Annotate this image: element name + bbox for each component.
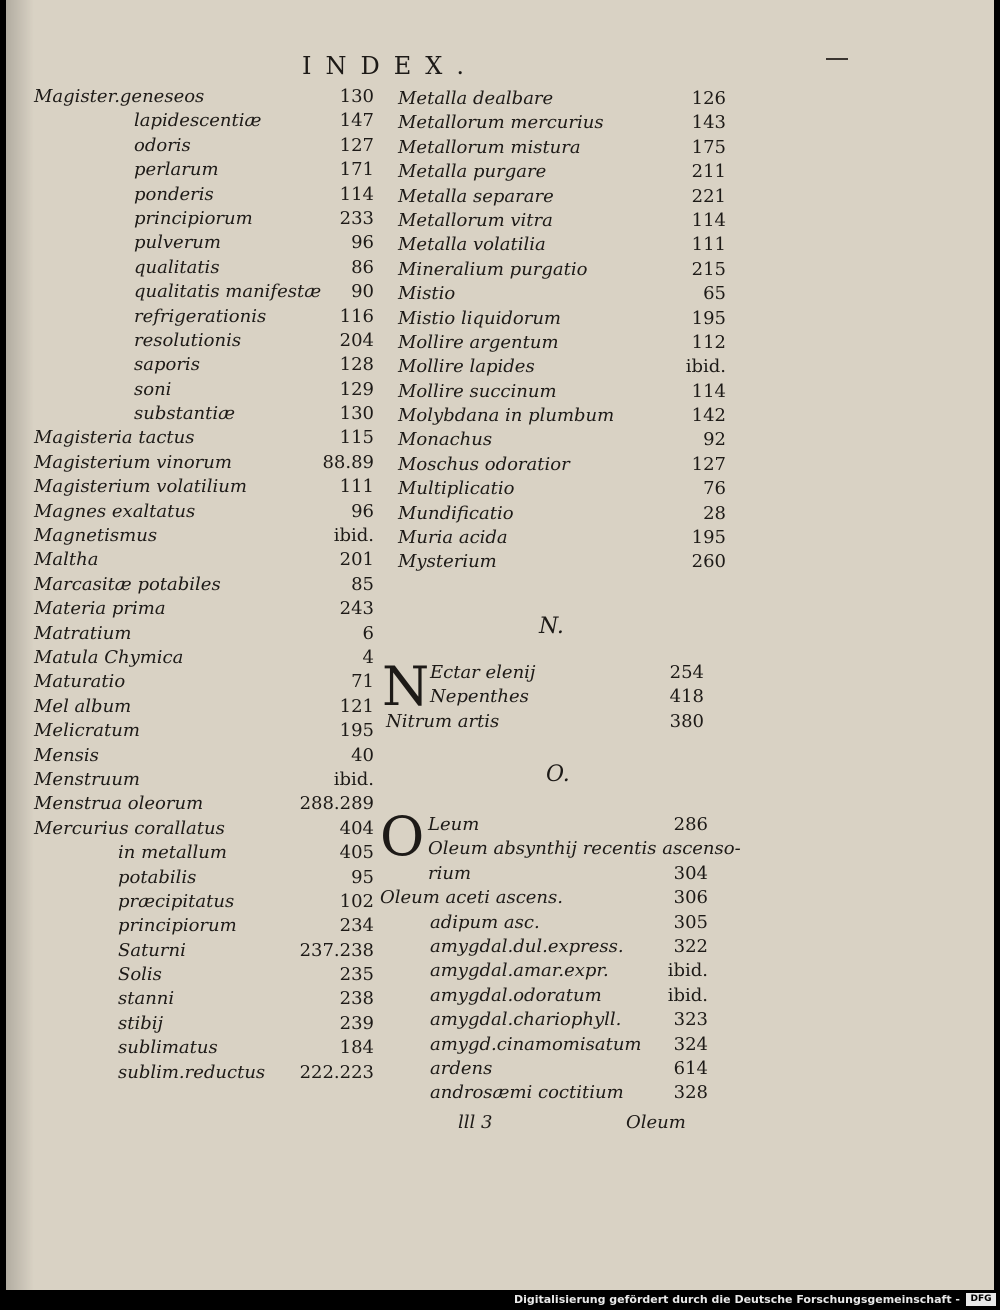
book-page [6,0,994,1290]
entry-term: principiorum [118,915,237,937]
entry-page: ibid. [667,960,708,982]
signature-mark: lll 3 [458,1112,493,1133]
entry-page: 243 [339,598,374,620]
index-entry [398,381,726,405]
entry-page: 304 [673,862,708,884]
entry-term: Mundificatio [398,502,514,524]
entry-page: 116 [339,305,374,327]
index-entry [34,452,374,476]
entry-term: Melicratum [34,720,140,742]
entry-term: Nitrum artis [386,710,500,732]
index-section-n [386,662,704,735]
entry-term: Menstrua oleorum [34,793,204,815]
entry-page: 114 [339,183,374,205]
index-entry [34,647,374,671]
index-entry [34,696,374,720]
entry-term: androsæmi coctitium [430,1082,624,1104]
index-entry [398,405,726,429]
entry-term: Magisteria tactus [34,427,195,449]
entry-term: præcipitatus [118,890,235,912]
index-entry [34,1037,374,1061]
index-entry [34,623,374,647]
index-entry [398,429,726,453]
entry-page: 222.223 [299,1061,374,1083]
entry-term: amygdal.chariophyll. [430,1009,622,1031]
index-entry [380,1082,708,1106]
entry-page: 111 [339,476,374,498]
index-entry [34,793,374,817]
entry-term: Mistio [398,283,456,305]
entry-page: 211 [691,161,726,183]
index-entry [398,137,726,161]
index-entry [398,283,726,307]
entry-page: 128 [339,354,374,376]
entry-term: Solis [118,964,162,986]
entry-term: Oleum aceti ascens. [380,887,563,909]
index-entry [34,208,374,232]
entry-page: 71 [351,671,374,693]
entry-page: 90 [351,281,374,303]
entry-term: stanni [118,988,175,1010]
index-entry [380,985,708,1009]
entry-page: 121 [339,695,374,717]
entry-term: amygdal.amar.expr. [430,960,609,982]
entry-term: Magisterium vinorum [34,451,232,473]
entry-page: 324 [673,1033,708,1055]
index-entry [34,671,374,695]
entry-term: Molybdana in plumbum [398,405,615,427]
page-header: INDEX. [302,52,478,80]
entry-page: 418 [669,686,704,708]
entry-term: adipum asc. [430,911,540,933]
index-entry [398,356,726,380]
index-entry [398,527,726,551]
index-entry [34,330,374,354]
entry-page: 147 [339,110,374,132]
entry-page: 323 [673,1009,708,1031]
index-entry [34,940,374,964]
entry-page: 305 [673,911,708,933]
entry-page: ibid. [667,984,708,1006]
entry-term: Mysterium [398,551,497,573]
index-entry [34,769,374,793]
entry-page: 102 [339,890,374,912]
entry-page: 130 [339,403,374,425]
entry-term: sublim.reductus [118,1061,266,1083]
index-entry [398,259,726,283]
entry-term: Magister.geneseos [34,86,205,107]
index-entry [398,478,726,502]
entry-page: 405 [339,842,374,864]
index-entry [34,184,374,208]
entry-page: ibid. [333,525,374,547]
index-entry [34,159,374,183]
entry-page: 76 [703,478,726,500]
index-entry [380,887,708,911]
entry-page: 404 [339,817,374,839]
index-entry [398,112,726,136]
entry-page: 126 [691,88,726,109]
entry-term: Menstruum [34,768,141,790]
entry-page: 114 [691,380,726,402]
index-entry [34,403,374,427]
index-section-o [380,814,741,1107]
entry-page: 142 [691,405,726,427]
index-entry [398,454,726,478]
index-entry [34,86,374,110]
index-entry [34,354,374,378]
index-entry [398,332,726,356]
index-entry [34,745,374,769]
entry-term: Leum [428,814,480,835]
entry-page: 286 [673,814,708,835]
entry-page: 184 [339,1037,374,1059]
index-entry [380,863,708,887]
entry-term: amygdal.odoratum [430,984,602,1006]
entry-term: Materia prima [34,598,166,620]
index-entry [34,379,374,403]
entry-page: 171 [339,159,374,181]
entry-page: 254 [669,662,704,683]
catchword: Oleum [626,1112,686,1133]
entry-term: Mollire lapides [398,356,535,378]
entry-page: 322 [673,935,708,957]
index-entry [386,686,704,710]
entry-page: 6 [362,622,374,644]
entry-page: 195 [691,307,726,329]
entry-term: Multiplicatio [398,478,515,500]
index-entry [386,662,704,686]
index-entry [398,503,726,527]
entry-page: 221 [691,185,726,207]
entry-term: perlarum [134,159,219,181]
entry-page: 239 [339,1012,374,1034]
entry-page: 614 [673,1057,708,1079]
entry-page: 92 [703,429,726,451]
entry-term: Mistio liquidorum [398,307,561,329]
entry-term: amygd.cinamomisatum [430,1033,642,1055]
index-entry [380,1009,708,1033]
entry-page: 127 [339,134,374,156]
entry-page: 201 [339,549,374,571]
entry-term: Mensis [34,744,99,766]
entry-page: 215 [691,258,726,280]
entry-term: substantiæ [134,403,236,425]
entry-page: 235 [339,964,374,986]
index-entry [380,1034,708,1058]
entry-page: ibid. [685,356,726,378]
entry-term: ponderis [134,183,214,205]
entry-page: 195 [339,720,374,742]
index-entry [34,1013,374,1037]
entry-page: 175 [691,136,726,158]
entry-term: Magnes exaltatus [34,500,196,522]
entry-page: 306 [673,887,708,909]
entry-term: Metalla dealbare [398,88,554,109]
entry-term: potabilis [118,866,197,888]
dfg-logo: DFG [966,1293,996,1306]
index-entry [34,549,374,573]
entry-term: Nepenthes [430,686,529,708]
entry-page: 95 [351,866,374,888]
index-column-right [398,88,726,576]
entry-term: Monachus [398,429,493,451]
entry-term: rium [428,862,472,884]
entry-page: 112 [691,331,726,353]
dropcap-n: N [382,655,430,718]
entry-page: 238 [339,988,374,1010]
entry-term: principiorum [134,207,253,229]
entry-term: Mollire argentum [398,331,559,353]
index-entry [398,161,726,185]
entry-term: Mel album [34,695,132,717]
index-entry [34,135,374,159]
entry-term: Matula Chymica [34,646,184,668]
entry-term: Metallorum mistura [398,136,581,158]
entry-page: 28 [703,502,726,524]
index-entry [386,711,704,735]
entry-page: 111 [691,234,726,256]
entry-page: 129 [339,378,374,400]
entry-term: Matratium [34,622,132,644]
entry-term: saporis [134,354,200,376]
entry-page: 328 [673,1082,708,1104]
entry-term: soni [134,378,172,400]
index-entry [34,501,374,525]
index-entry [34,1062,374,1086]
entry-page: 234 [339,915,374,937]
entry-term: Mineralium purgatio [398,258,588,280]
index-entry [34,476,374,500]
entry-term: Metallorum vitra [398,209,553,231]
entry-term: Muria acida [398,527,508,549]
section-letter-o: O. [546,762,570,787]
entry-term: Marcasitæ potabiles [34,573,221,595]
index-entry [34,257,374,281]
entry-term: qualitatis [134,256,220,278]
index-entry [34,964,374,988]
entry-term: Magisterium volatilium [34,476,247,498]
entry-page: 143 [691,112,726,134]
entry-term: qualitatis manifestæ [134,281,322,303]
entry-page: 288.289 [299,793,374,815]
index-entry [398,186,726,210]
index-column-left [34,86,374,1086]
index-entry [380,1058,708,1082]
entry-page: 88.89 [322,451,374,473]
index-entry [34,818,374,842]
index-entry [398,551,726,575]
index-entry [34,915,374,939]
entry-page: ibid. [333,768,374,790]
entry-page: 380 [669,710,704,732]
index-entry [34,598,374,622]
entry-page: 4 [362,646,374,668]
entry-page: 127 [691,453,726,475]
entry-page: 260 [691,551,726,573]
entry-term: Maturatio [34,671,126,693]
index-entry [34,842,374,866]
index-entry [34,427,374,451]
index-entry [34,574,374,598]
entry-term: Saturni [118,939,186,961]
entry-term: pulverum [134,232,221,254]
index-entry [34,232,374,256]
entry-term: Mercurius corallatus [34,817,225,839]
entry-term: Ectar elenij [430,662,536,683]
entry-page: 65 [703,283,726,305]
index-entry [380,814,708,838]
entry-term: refrigerationis [134,305,267,327]
entry-term: Metalla purgare [398,161,547,183]
index-entry [380,960,708,984]
index-entry [380,912,708,936]
index-entry [380,838,741,862]
entry-term: odoris [134,134,191,156]
index-entry [398,88,726,112]
entry-term: lapidescentiæ [134,110,262,132]
entry-page: 237.238 [299,939,374,961]
entry-term: resolutionis [134,329,242,351]
index-entry [34,867,374,891]
entry-page: 233 [339,207,374,229]
index-entry [34,988,374,1012]
index-entry [398,234,726,258]
corner-mark [826,58,848,60]
entry-term: in metallum [118,842,227,864]
index-entry [34,306,374,330]
dropcap-o: O [380,805,425,868]
entry-term: Moschus odoratior [398,453,570,475]
entry-page: 96 [351,500,374,522]
entry-page: 85 [351,573,374,595]
index-entry [34,110,374,134]
entry-term: ardens [430,1057,493,1079]
index-entry [398,210,726,234]
entry-page: 114 [691,209,726,231]
entry-page: 130 [339,86,374,107]
index-entry [34,891,374,915]
entry-term: Mollire succinum [398,380,557,402]
entry-term: Magnetismus [34,525,158,547]
entry-page: 115 [339,427,374,449]
entry-term: amygdal.dul.express. [430,935,624,957]
section-letter-n: N. [539,614,564,639]
entry-term: stibij [118,1012,164,1034]
index-entry [34,281,374,305]
index-entry [398,308,726,332]
index-entry [380,936,708,960]
entry-page: 40 [351,744,374,766]
entry-page: 204 [339,329,374,351]
index-entry [34,525,374,549]
entry-term: Metalla separare [398,185,554,207]
entry-term: Metallorum mercurius [398,112,604,134]
entry-page: 86 [351,256,374,278]
entry-page: 195 [691,527,726,549]
entry-term: Maltha [34,549,99,571]
index-entry [34,720,374,744]
entry-term: Metalla volatilia [398,234,546,256]
entry-term: Oleum absynthij recentis ascenso- [428,838,741,860]
digitization-credit: Digitalisierung gefördert durch die Deutsche Forschungsgemeinschaft - [513,1293,960,1306]
entry-page: 96 [351,232,374,254]
entry-term: sublimatus [118,1037,218,1059]
